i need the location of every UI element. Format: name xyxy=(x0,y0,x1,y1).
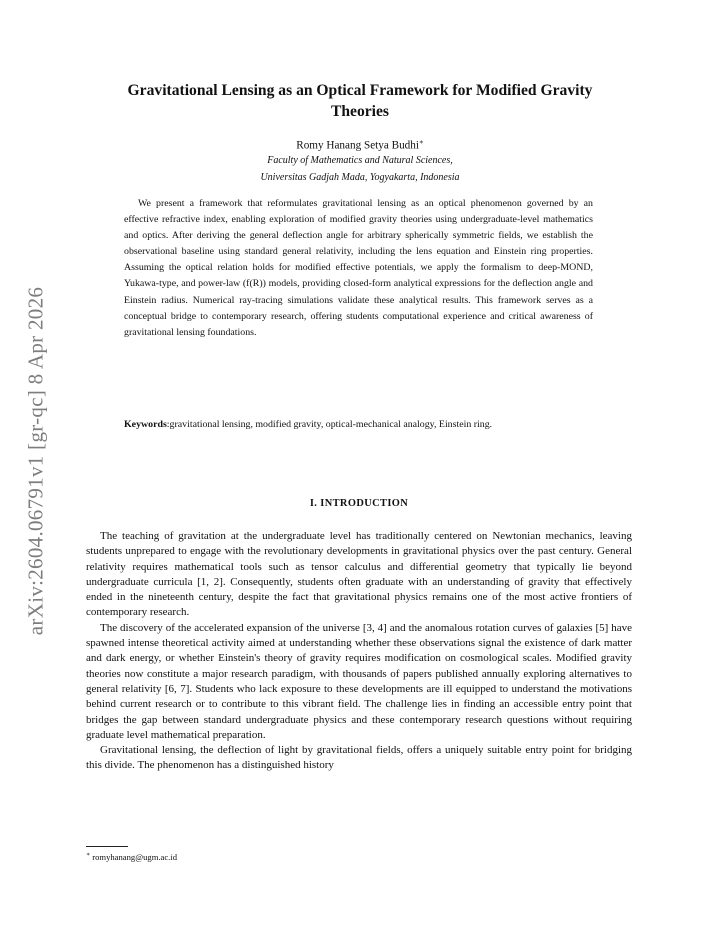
keywords-text: :gravitational lensing, modified gravity, optical-mechanical analogy, Einstein ring. xyxy=(166,419,493,430)
paragraph: The teaching of gravitation at the undergraduate level has traditionally centered on Newtonian mechanics, leaving students unprepared to engage with the revolutionary developments in gravitational physics over the past century. General relativity requires mathematical tools such as tensor calculus and differential geometry that typically lie beyond undergraduate curricula [1, 2]. Consequently, students often graduate with an understanding of gravity that effectively ended in the nineteenth century, despite the fact that gravitational physics remains one of the most active frontiers of contemporary research. xyxy=(86,530,632,619)
paper-title: Gravitational Lensing as an Optical Framework for Modified Gravity Theories xyxy=(127,82,593,120)
abstract: We present a framework that reformulates gravitational lensing as an optical phenomenon governed by an effective refractive index, enabling exploration of modified gravity theories using undergraduate-level mathematics and optics. After deriving the general deflection angle for arbitrary spherically symmetric fields, we establish the observational baseline using standard general relativity, including the lens equation and Einstein ring properties. Assuming the optical relation holds for modified effective potentials, we apply the formalism to deep-MOND, Yukawa-type, and power-law (f(R)) models, providing closed-form analytical expressions for the deflection angle and Einstein radius. Numerical ray-tracing simulations validate these analytical results. This framework serves as a conceptual bridge to contemporary research, offering students computational experience and critical awareness of gravitational lensing foundations. xyxy=(124,198,593,338)
paragraph: Gravitational lensing, the deflection of light by gravitational fields, offers a uniquely suitable entry point for bridging this divide. The phenomenon has a distinguished history xyxy=(86,744,632,772)
footnote xyxy=(86,851,177,862)
introduction-body xyxy=(86,529,632,774)
author-line xyxy=(100,138,620,152)
keywords-label: Keywords xyxy=(124,419,167,430)
footnote-divider xyxy=(86,846,128,847)
keywords xyxy=(124,417,593,433)
affiliation-line-2: Universitas Gadjah Mada, Yogyakarta, Indonesia xyxy=(260,172,460,183)
affiliation-line-1: Faculty of Mathematics and Natural Sciences, xyxy=(267,155,453,166)
arxiv-identifier: arXiv:2604.06791v1 [gr-qc] 8 Apr 2026 xyxy=(23,286,48,636)
author-footnote-mark: ∗ xyxy=(418,138,424,146)
footnote-email: romyhanang@ugm.ac.id xyxy=(92,851,177,862)
section-heading-introduction: I. INTRODUCTION xyxy=(309,498,409,509)
author-name: Romy Hanang Setya Budhi xyxy=(296,139,419,152)
paragraph: The discovery of the accelerated expansion of the universe [3, 4] and the anomalous rotation curves of galaxies [5] have spawned intense theoretical activity aimed at understanding whether these observations signal the existence of dark matter and dark energy, or whether Einstein's theory of gravity requires modification on cosmological scales. Modified gravity theories now constitute a major research paradigm, with thousands of papers published annually exploring alternatives to general relativity [6, 7]. Students who lack exposure to these developments are ill equipped to understand the motivations behind current research or to contribute to this vibrant field. The challenge lies in finding an accessible entry point that bridges the gap between standard undergraduate physics and these contemporary research questions without requiring graduate level mathematical preparation. xyxy=(86,621,632,741)
footnote-mark: ∗ xyxy=(86,852,91,858)
